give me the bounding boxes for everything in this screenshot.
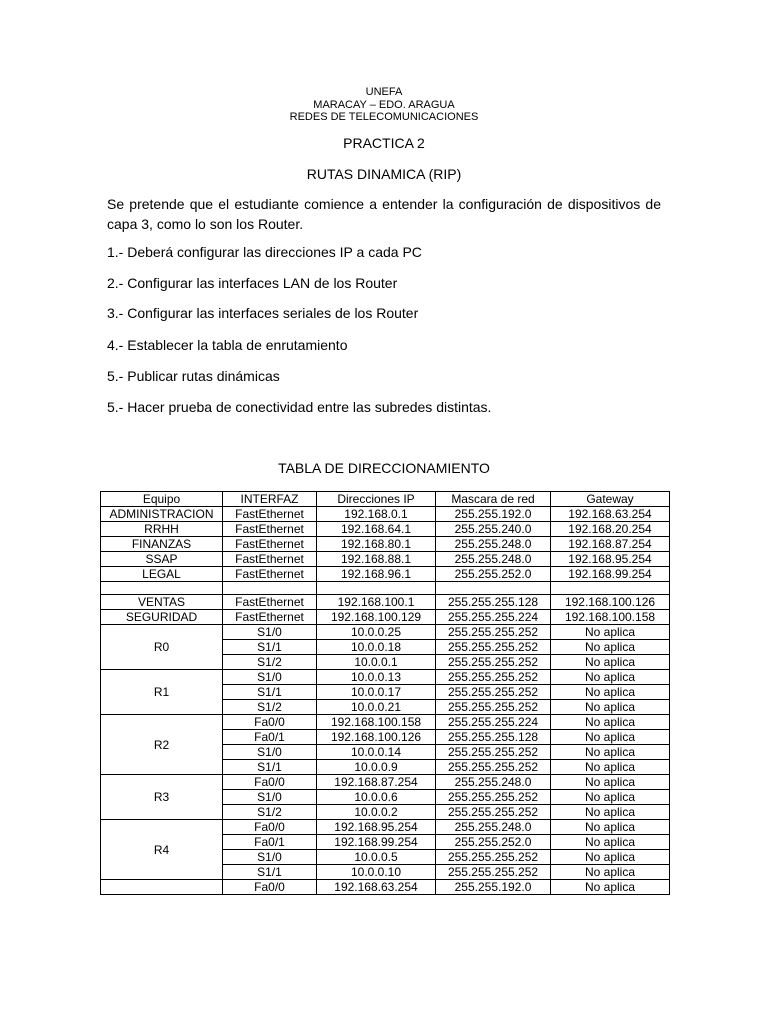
- table-header-row: [101, 492, 670, 507]
- empty-cell: [551, 582, 670, 595]
- interfaz-cell: FastEthernet: [223, 522, 317, 537]
- ip-cell: 192.168.64.1: [317, 522, 436, 537]
- equipo-cell: SSAP: [101, 552, 223, 567]
- gateway-cell: No aplica: [551, 805, 670, 820]
- ip-cell: 192.168.100.126: [317, 730, 436, 745]
- equipo-cell: VENTAS: [101, 595, 223, 610]
- table-row: [101, 670, 670, 685]
- spacer-row: [101, 582, 670, 595]
- gateway-cell: 192.168.95.254: [551, 552, 670, 567]
- ip-cell: 192.168.99.254: [317, 835, 436, 850]
- interfaz-cell: S1/1: [223, 760, 317, 775]
- interfaz-cell: FastEthernet: [223, 595, 317, 610]
- mask-cell: 255.255.255.128: [436, 595, 551, 610]
- intro-paragraph: Se pretende que el estudiante comience a entender la configuración de dispositivos de capa 3, como lo son los Router.: [107, 196, 661, 232]
- interfaz-cell: FastEthernet: [223, 507, 317, 522]
- interfaz-cell: S1/0: [223, 625, 317, 640]
- gateway-cell: No aplica: [551, 625, 670, 640]
- mask-cell: 255.255.252.0: [436, 567, 551, 582]
- ip-cell: 192.168.88.1: [317, 552, 436, 567]
- gateway-cell: No aplica: [551, 640, 670, 655]
- table-row: [101, 880, 670, 895]
- mask-cell: 255.255.255.252: [436, 850, 551, 865]
- interfaz-cell: S1/0: [223, 670, 317, 685]
- interfaz-cell: S1/2: [223, 805, 317, 820]
- ip-cell: 10.0.0.13: [317, 670, 436, 685]
- router-name-cell: R0: [101, 625, 223, 670]
- gateway-cell: No aplica: [551, 835, 670, 850]
- interfaz-cell: FastEthernet: [223, 552, 317, 567]
- mask-cell: 255.255.255.252: [436, 760, 551, 775]
- empty-cell: [436, 582, 551, 595]
- mask-cell: 255.255.248.0: [436, 820, 551, 835]
- interfaz-cell: Fa0/0: [223, 880, 317, 895]
- ip-cell: 10.0.0.18: [317, 640, 436, 655]
- mask-cell: 255.255.255.252: [436, 640, 551, 655]
- gateway-cell: 192.168.100.126: [551, 595, 670, 610]
- location: MARACAY – EDO. ARAGUA: [313, 98, 455, 111]
- gateway-cell: No aplica: [551, 670, 670, 685]
- gateway-cell: 192.168.63.254: [551, 507, 670, 522]
- gateway-cell: No aplica: [551, 730, 670, 745]
- ip-cell: 10.0.0.5: [317, 850, 436, 865]
- page-subtitle: RUTAS DINAMICA (RIP): [306, 166, 462, 182]
- mask-cell: 255.255.255.252: [436, 865, 551, 880]
- interfaz-cell: Fa0/1: [223, 730, 317, 745]
- gateway-cell: 192.168.87.254: [551, 537, 670, 552]
- mask-cell: 255.255.248.0: [436, 537, 551, 552]
- interfaz-cell: FastEthernet: [223, 537, 317, 552]
- ip-cell: 192.168.63.254: [317, 880, 436, 895]
- gateway-cell: No aplica: [551, 820, 670, 835]
- router-name-cell: R2: [101, 715, 223, 775]
- table-row: [101, 537, 670, 552]
- ip-cell: 192.168.100.1: [317, 595, 436, 610]
- interfaz-cell: S1/1: [223, 865, 317, 880]
- gateway-cell: No aplica: [551, 715, 670, 730]
- ip-cell: 10.0.0.25: [317, 625, 436, 640]
- ip-cell: 192.168.100.129: [317, 610, 436, 625]
- interfaz-cell: S1/1: [223, 640, 317, 655]
- ip-cell: 10.0.0.6: [317, 790, 436, 805]
- equipo-cell: ADMINISTRACION: [101, 507, 223, 522]
- interfaz-cell: Fa0/0: [223, 715, 317, 730]
- interfaz-cell: S1/0: [223, 790, 317, 805]
- mask-cell: 255.255.255.252: [436, 625, 551, 640]
- interfaz-cell: S1/2: [223, 655, 317, 670]
- gateway-cell: No aplica: [551, 700, 670, 715]
- step-item: 4.- Establecer la tabla de enrutamiento: [107, 337, 348, 353]
- equipo-cell: FINANZAS: [101, 537, 223, 552]
- interfaz-cell: S1/0: [223, 745, 317, 760]
- ip-cell: 10.0.0.2: [317, 805, 436, 820]
- empty-cell: [317, 582, 436, 595]
- ip-cell: 10.0.0.14: [317, 745, 436, 760]
- table-row: [101, 625, 670, 640]
- step-item: 5.- Publicar rutas dinámicas: [107, 368, 280, 384]
- ip-cell: 192.168.100.158: [317, 715, 436, 730]
- table-row: [101, 715, 670, 730]
- gateway-cell: No aplica: [551, 685, 670, 700]
- gateway-cell: No aplica: [551, 760, 670, 775]
- step-item: 5.- Hacer prueba de conectividad entre las subredes distintas.: [107, 399, 492, 415]
- gateway-cell: 192.168.99.254: [551, 567, 670, 582]
- addressing-table: [100, 491, 670, 895]
- interfaz-cell: S1/1: [223, 685, 317, 700]
- mask-cell: 255.255.255.252: [436, 805, 551, 820]
- mask-cell: 255.255.255.252: [436, 700, 551, 715]
- interfaz-cell: Fa0/0: [223, 820, 317, 835]
- mask-cell: 255.255.255.252: [436, 670, 551, 685]
- table-row: [101, 552, 670, 567]
- ip-cell: 10.0.0.1: [317, 655, 436, 670]
- mask-cell: 255.255.192.0: [436, 507, 551, 522]
- ip-cell: 192.168.96.1: [317, 567, 436, 582]
- mask-cell: 255.255.255.224: [436, 610, 551, 625]
- equipo-cell: SEGURIDAD: [101, 610, 223, 625]
- gateway-cell: No aplica: [551, 775, 670, 790]
- empty-cell: [223, 582, 317, 595]
- interfaz-cell: Fa0/0: [223, 775, 317, 790]
- ip-cell: 10.0.0.9: [317, 760, 436, 775]
- empty-cell: [101, 582, 223, 595]
- router-name-cell: R4: [101, 820, 223, 880]
- mask-cell: 255.255.192.0: [436, 880, 551, 895]
- ip-cell: 10.0.0.21: [317, 700, 436, 715]
- step-item: 1.- Deberá configurar las direcciones IP a cada PC: [107, 244, 422, 260]
- gateway-cell: 192.168.20.254: [551, 522, 670, 537]
- interfaz-cell: Fa0/1: [223, 835, 317, 850]
- gateway-cell: No aplica: [551, 655, 670, 670]
- gateway-cell: 192.168.100.158: [551, 610, 670, 625]
- table-row: [101, 820, 670, 835]
- mask-cell: 255.255.255.252: [436, 790, 551, 805]
- table-row: [101, 567, 670, 582]
- gateway-cell: No aplica: [551, 745, 670, 760]
- mask-cell: 255.255.240.0: [436, 522, 551, 537]
- ip-cell: 192.168.95.254: [317, 820, 436, 835]
- department: REDES DE TELECOMUNICACIONES: [289, 111, 479, 123]
- mask-cell: 255.255.255.224: [436, 715, 551, 730]
- mask-cell: 255.255.255.252: [436, 745, 551, 760]
- ip-cell: 10.0.0.10: [317, 865, 436, 880]
- router-name-cell: R1: [101, 670, 223, 715]
- table-row: [101, 507, 670, 522]
- ip-cell: 10.0.0.17: [317, 685, 436, 700]
- mask-cell: 255.255.255.252: [436, 685, 551, 700]
- router-name-cell: R3: [101, 775, 223, 820]
- table-row: [101, 775, 670, 790]
- equipo-cell: LEGAL: [101, 567, 223, 582]
- mask-cell: 255.255.248.0: [436, 552, 551, 567]
- interfaz-cell: FastEthernet: [223, 567, 317, 582]
- gateway-cell: No aplica: [551, 865, 670, 880]
- equipo-cell: RRHH: [101, 522, 223, 537]
- header-gateway-cell: Gateway: [551, 492, 670, 507]
- router-name-cell: [101, 880, 223, 895]
- mask-cell: 255.255.248.0: [436, 775, 551, 790]
- mask-cell: 255.255.255.128: [436, 730, 551, 745]
- interfaz-cell: S1/0: [223, 850, 317, 865]
- table-row: [101, 522, 670, 537]
- header-interfaz-cell: INTERFAZ: [223, 492, 317, 507]
- document-header: [0, 86, 768, 124]
- table-row: [101, 610, 670, 625]
- interfaz-cell: S1/2: [223, 700, 317, 715]
- step-item: 3.- Configurar las interfaces seriales de los Router: [107, 305, 419, 321]
- header-ip-cell: Direcciones IP: [317, 492, 436, 507]
- step-item: 2.- Configurar las interfaces LAN de los Router: [107, 275, 398, 291]
- interfaz-cell: FastEthernet: [223, 610, 317, 625]
- gateway-cell: No aplica: [551, 880, 670, 895]
- table-row: [101, 595, 670, 610]
- header-equipo-cell: Equipo: [101, 492, 223, 507]
- institution-name: UNEFA: [365, 86, 403, 98]
- page-title: PRACTICA 2: [343, 135, 425, 151]
- mask-cell: 255.255.255.252: [436, 655, 551, 670]
- mask-cell: 255.255.252.0: [436, 835, 551, 850]
- table-title: TABLA DE DIRECCIONAMIENTO: [278, 460, 490, 476]
- header-mask-cell: Mascara de red: [436, 492, 551, 507]
- gateway-cell: No aplica: [551, 790, 670, 805]
- gateway-cell: No aplica: [551, 850, 670, 865]
- ip-cell: 192.168.87.254: [317, 775, 436, 790]
- ip-cell: 192.168.0.1: [317, 507, 436, 522]
- ip-cell: 192.168.80.1: [317, 537, 436, 552]
